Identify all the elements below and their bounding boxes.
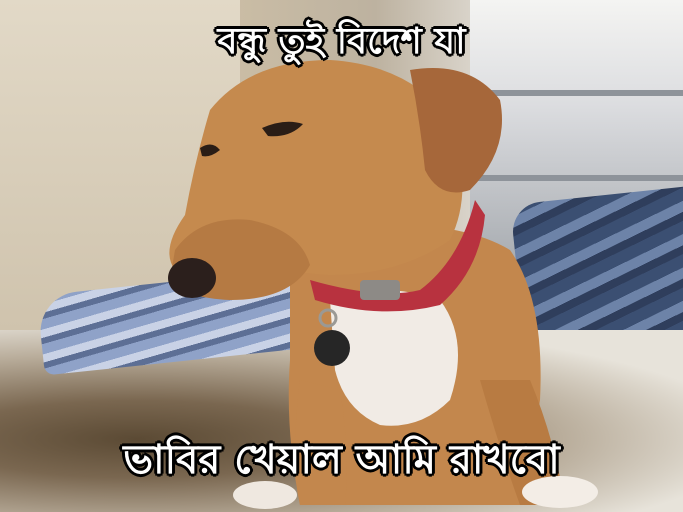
- collar-tag: [314, 330, 350, 366]
- top-caption: বন্ধু তুই বিদেশ যা: [217, 21, 466, 62]
- bottom-caption: ভাবির খেয়াল আমি রাখবো: [123, 437, 560, 483]
- dog-nose: [168, 258, 216, 298]
- collar-buckle: [360, 280, 400, 300]
